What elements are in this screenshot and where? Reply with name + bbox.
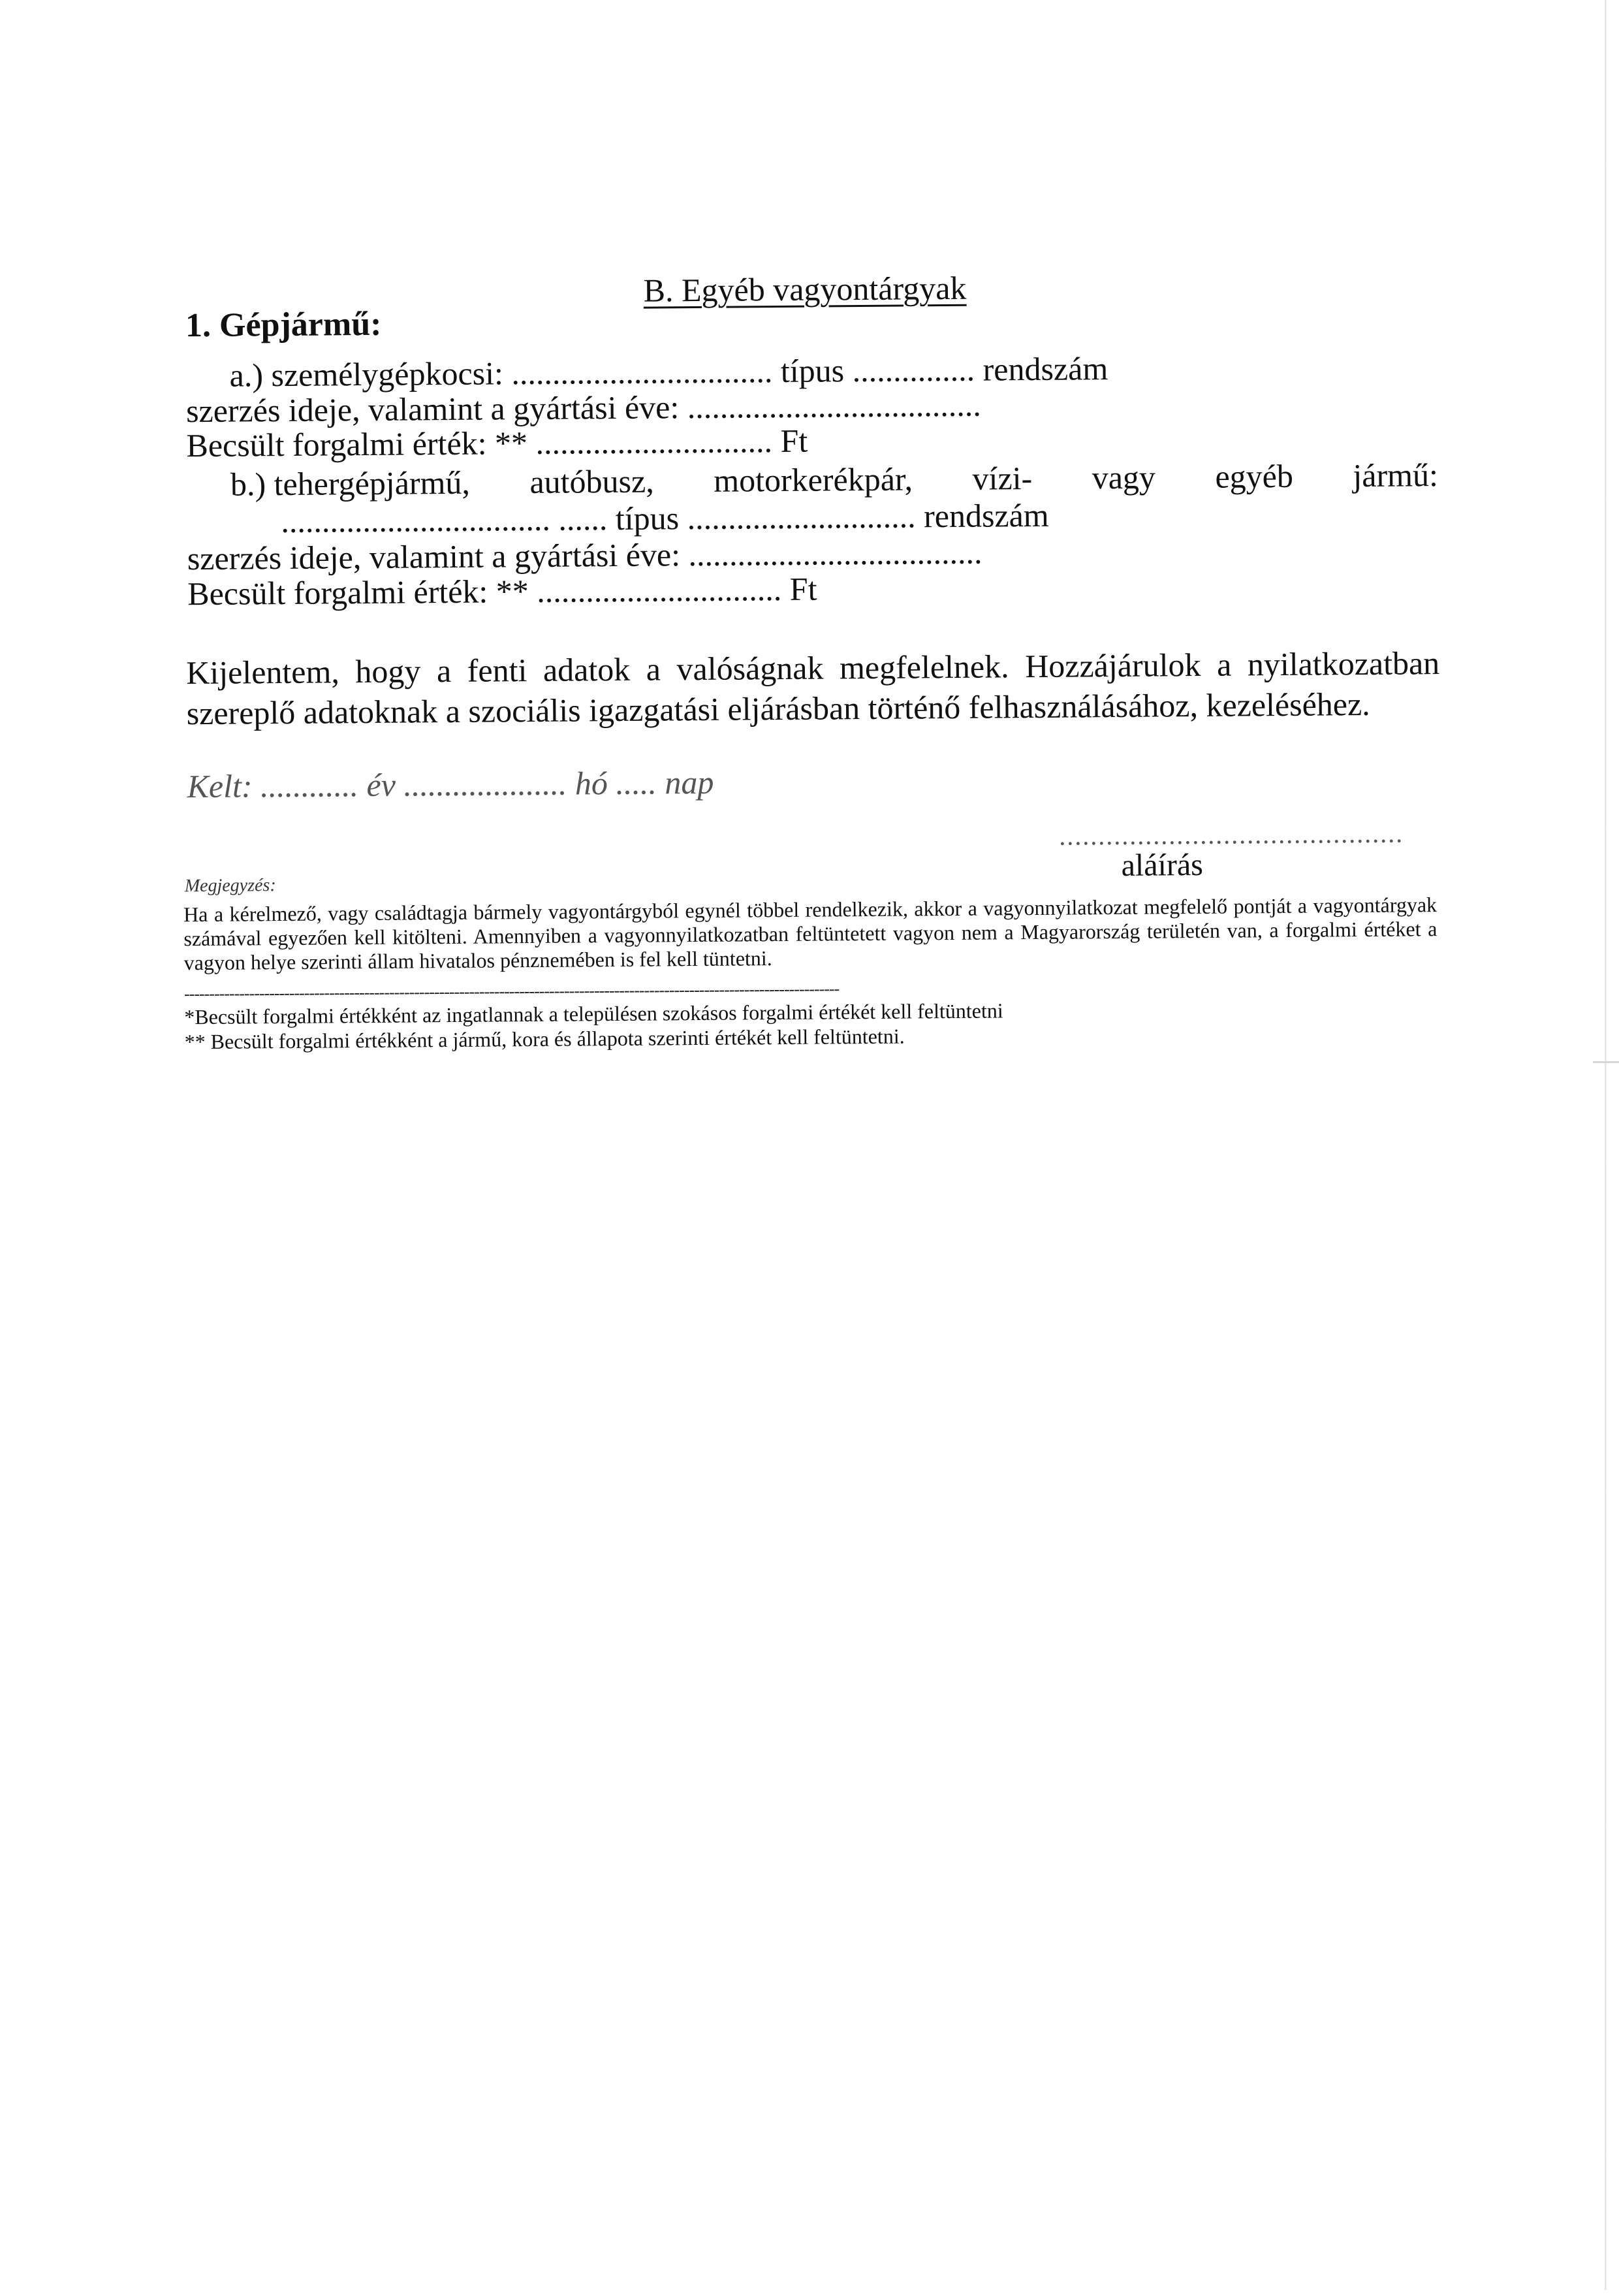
date-line: Kelt: ............ év .................... hó ..... nap [187,763,714,805]
car-line: a.) személygépkocsi: ................................ típus ............... rendszám [229,350,1108,394]
section-title: B. Egyéb vagyontárgyak [643,269,967,309]
other-vehicle-word: motorkerékpár, [713,460,913,499]
other-vehicle-word: jármű: [1353,456,1439,494]
signature-label: aláírás [1121,847,1204,883]
other-vehicle-word: egyéb [1215,457,1294,495]
car-value-line: Becsült forgalmi érték: ** ............................. Ft [186,422,808,464]
note-text: Ha a kérelmező, vagy családtagja bármely vagyontárgyból egynél többel rendelkezik, akkor a vagyonnyilatkozat megfelelő pontját a vagyontárgyak számával egyezően kell kitölteni. Amennyiben a vagyonnyilatkozatban feltüntetett vagyon nem a Magyarország területén van, a forgalmi értéket a vagyon helye szerinti állam hivatalos pénznemében is fel kell tüntetni. [183,893,1438,975]
other-vehicle-word: vízi- [972,459,1033,497]
signature-line: ............................................ [1059,818,1404,851]
vehicle-heading: 1. Gépjármű: [185,305,382,345]
footnote-property: *Becsült forgalmi értékként az ingatlannak a településen szokásos forgalmi értékét kell feltüntetni [184,998,1003,1029]
other-vehicle-value-line: Becsült forgalmi érték: ** .............................. Ft [187,570,817,613]
other-vehicle-word: vagy [1092,458,1156,496]
car-acquisition-line: szerzés ideje, valamint a gyártási éve: .................................... [185,386,981,430]
other-vehicle-word: autóbusz, [529,462,654,501]
note-label: Megjegyzés: [184,875,276,897]
separator-line: ----------------------------------------------------------------------------------------------------------------------------------- [183,979,840,1004]
declaration-text: Kijelentem, hogy a fenti adatok a valóságnak megfelelnek. Hozzájárulok a nyilatkozatban szereplő adatoknak a szociális igazgatási eljárásban történő felhasználásához, kezeléséhez. [185,645,1440,732]
other-vehicle-word: b.) tehergépjármű, [230,464,471,503]
other-vehicle-acquisition-line: szerzés ideje, valamint a gyártási éve: .................................... [187,534,982,577]
footnote-vehicle: ** Becsült forgalmi értékként a jármű, kora és állapota szerinti értékét kell feltüntetni. [184,1024,905,1054]
other-vehicle-type-line: ................................. ...... típus ............................ rendszám [281,496,1049,540]
